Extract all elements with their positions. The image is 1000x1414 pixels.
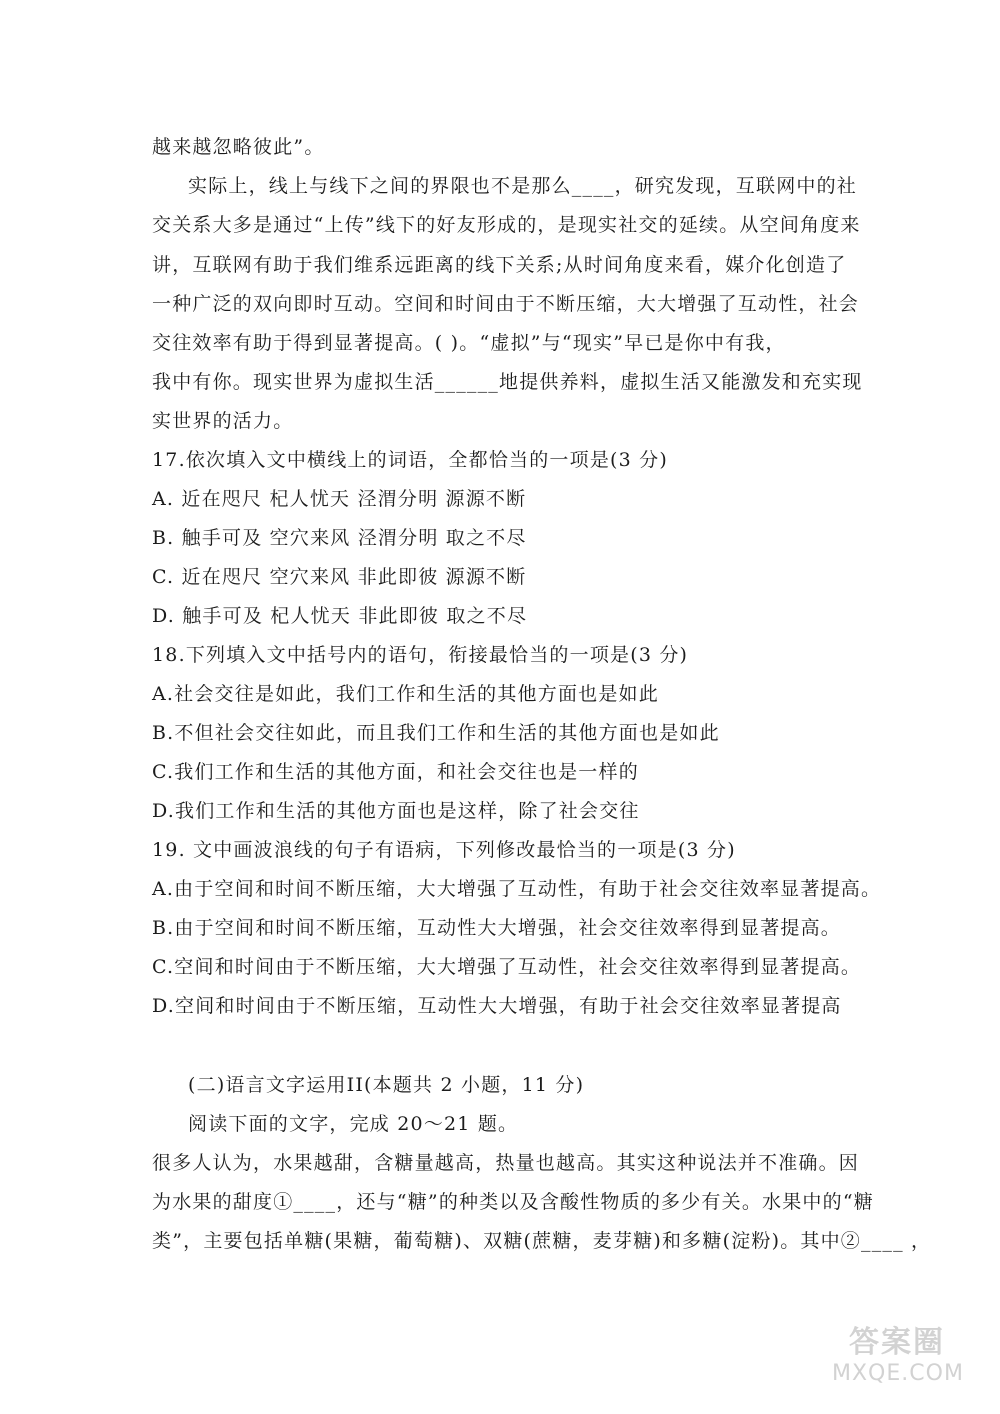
option-d: D.空间和时间由于不断压缩，互动性大大增强，有助于社会交往效率显著提高 xyxy=(152,995,842,1017)
paragraph-line: 很多人认为，水果越甜，含糖量越高，热量也越高。其实这种说法并不准确。因 xyxy=(152,1152,860,1174)
instruction-line: 阅读下面的文字，完成 20～21 题。 xyxy=(188,1113,519,1135)
option-c: C.我们工作和生活的其他方面，和社会交往也是一样的 xyxy=(152,761,639,783)
paragraph-line: 实际上，线上与线下之间的界限也不是那么____，研究发现，互联网中的社 xyxy=(188,175,858,197)
option-a: A.社会交往是如此，我们工作和生活的其他方面也是如此 xyxy=(152,683,659,705)
paragraph-line: 越来越忽略彼此”。 xyxy=(152,136,325,158)
option-c: C. 近在咫尺 空穴来风 非此即彼 源源不断 xyxy=(152,566,527,588)
paragraph-line: 为水果的甜度①____，还与“糖”的种类以及含酸性物质的多少有关。水果中的“糖 xyxy=(152,1191,874,1213)
question-17: 17.依次填入文中横线上的词语，全都恰当的一项是(3 分) xyxy=(152,449,668,471)
section-heading: (二)语言文字运用II(本题共 2 小题，11 分) xyxy=(188,1074,585,1096)
option-b: B.不但社会交往如此，而且我们工作和生活的其他方面也是如此 xyxy=(152,722,720,744)
option-d: D. 触手可及 杞人忧天 非此即彼 取之不尽 xyxy=(152,605,528,627)
paragraph-line: 我中有你。现实世界为虚拟生活______地提供养料，虚拟生活又能激发和充实现 xyxy=(152,371,863,393)
option-c: C.空间和时间由于不断压缩，大大增强了互动性，社会交往效率得到显著提高。 xyxy=(152,956,862,978)
watermark-url: MXQE.COM xyxy=(832,1361,964,1386)
option-d: D.我们工作和生活的其他方面也是这样，除了社会交往 xyxy=(152,800,640,822)
option-b: B.由于空间和时间不断压缩，互动性大大增强，社会交往效率得到显著提高。 xyxy=(152,917,842,939)
paragraph-line: 一种广泛的双向即时互动。空间和时间由于不断压缩，大大增强了互动性，社会 xyxy=(152,293,860,315)
option-a: A.由于空间和时间不断压缩，大大增强了互动性，有助于社会交往效率显著提高。 xyxy=(152,878,882,900)
watermark-text: 答案圈 xyxy=(849,1325,945,1360)
question-19: 19. 文中画波浪线的句子有语病，下列修改最恰当的一项是(3 分) xyxy=(152,839,736,861)
paragraph-line: 交关系大多是通过“上传”线下的好友形成的，是现实社交的延续。从空间角度来 xyxy=(152,214,861,236)
question-18: 18.下列填入文中括号内的语句，衔接最恰当的一项是(3 分) xyxy=(152,644,689,666)
paragraph-line: 交往效率有助于得到显著提高。( )。“虚拟”与“现实”早已是你中有我， xyxy=(152,332,786,354)
paragraph-line: 实世界的活力。 xyxy=(152,410,294,432)
option-b: B. 触手可及 空穴来风 泾渭分明 取之不尽 xyxy=(152,527,527,549)
paragraph-line: 类”，主要包括单糖(果糖，葡萄糖)、双糖(蔗糖，麦芽糖)和多糖(淀粉)。其中②____ ， xyxy=(152,1230,932,1252)
option-a: A. 近在咫尺 杞人忧天 泾渭分明 源源不断 xyxy=(152,488,527,510)
watermark-logo xyxy=(832,1324,962,1394)
paragraph-line: 讲，互联网有助于我们维系远距离的线下关系;从时间角度来看，媒介化创造了 xyxy=(152,254,847,276)
